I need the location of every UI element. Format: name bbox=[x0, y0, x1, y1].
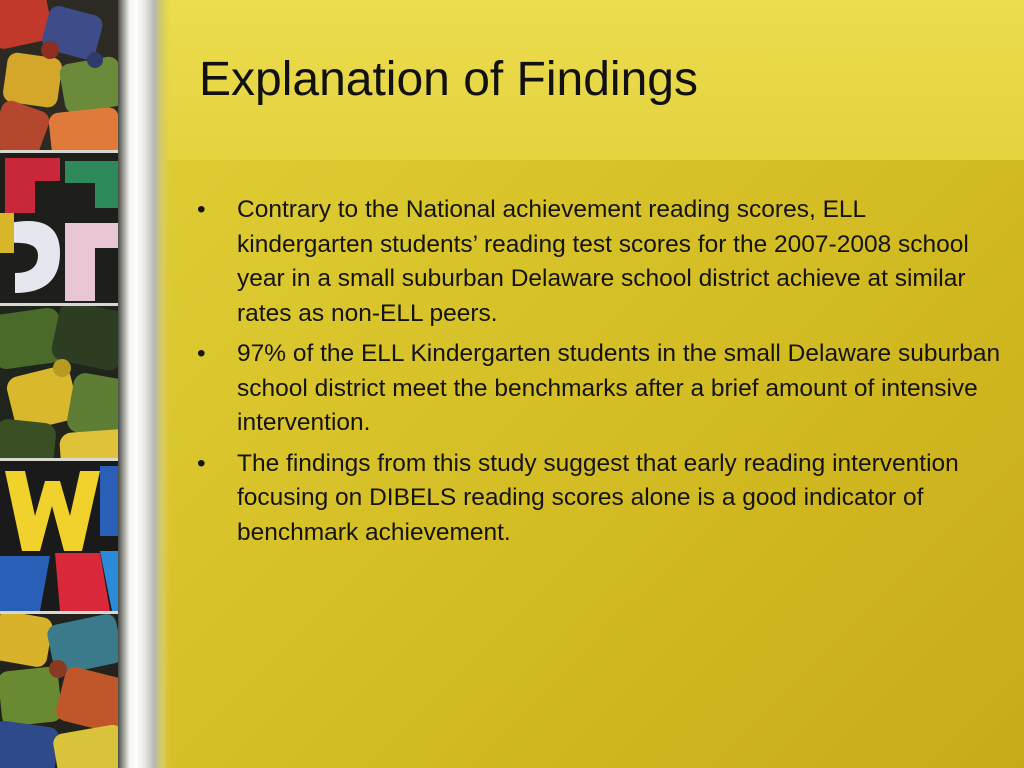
sidebar-curved-edge bbox=[118, 0, 170, 768]
bullet-item bbox=[197, 447, 1007, 551]
puzzle-pieces-image bbox=[0, 614, 128, 768]
bullet-list bbox=[197, 193, 1007, 556]
foam-letters-image bbox=[0, 153, 128, 303]
bullet-marker: • bbox=[197, 449, 206, 477]
bullet-text: Contrary to the National achievement reading scores, ELL kindergarten students’ reading test scores for the 2007-2008 school year in a small suburban Delaware school district achieve at similar rates as non-ELL peers. bbox=[237, 196, 969, 327]
slide-title: Explanation of Findings bbox=[199, 53, 698, 106]
bullet-item bbox=[197, 193, 1007, 331]
decorative-sidebar bbox=[0, 0, 128, 768]
bullet-marker: • bbox=[197, 196, 206, 223]
foam-letters-image bbox=[0, 461, 128, 611]
bullet-text: 97% of the ELL Kindergarten students in the small Delaware suburban school district meet the benchmarks after a brief amount of intensive intervention. bbox=[237, 340, 1001, 436]
puzzle-pieces-image bbox=[0, 306, 128, 458]
puzzle-pieces-image bbox=[0, 0, 128, 150]
bullet-marker: • bbox=[197, 340, 206, 367]
bullet-item bbox=[197, 337, 1007, 441]
bullet-text: The findings from this study suggest that early reading intervention focusing on DIBELS reading scores alone is a good indicator of benchmark achievement. bbox=[237, 449, 959, 546]
